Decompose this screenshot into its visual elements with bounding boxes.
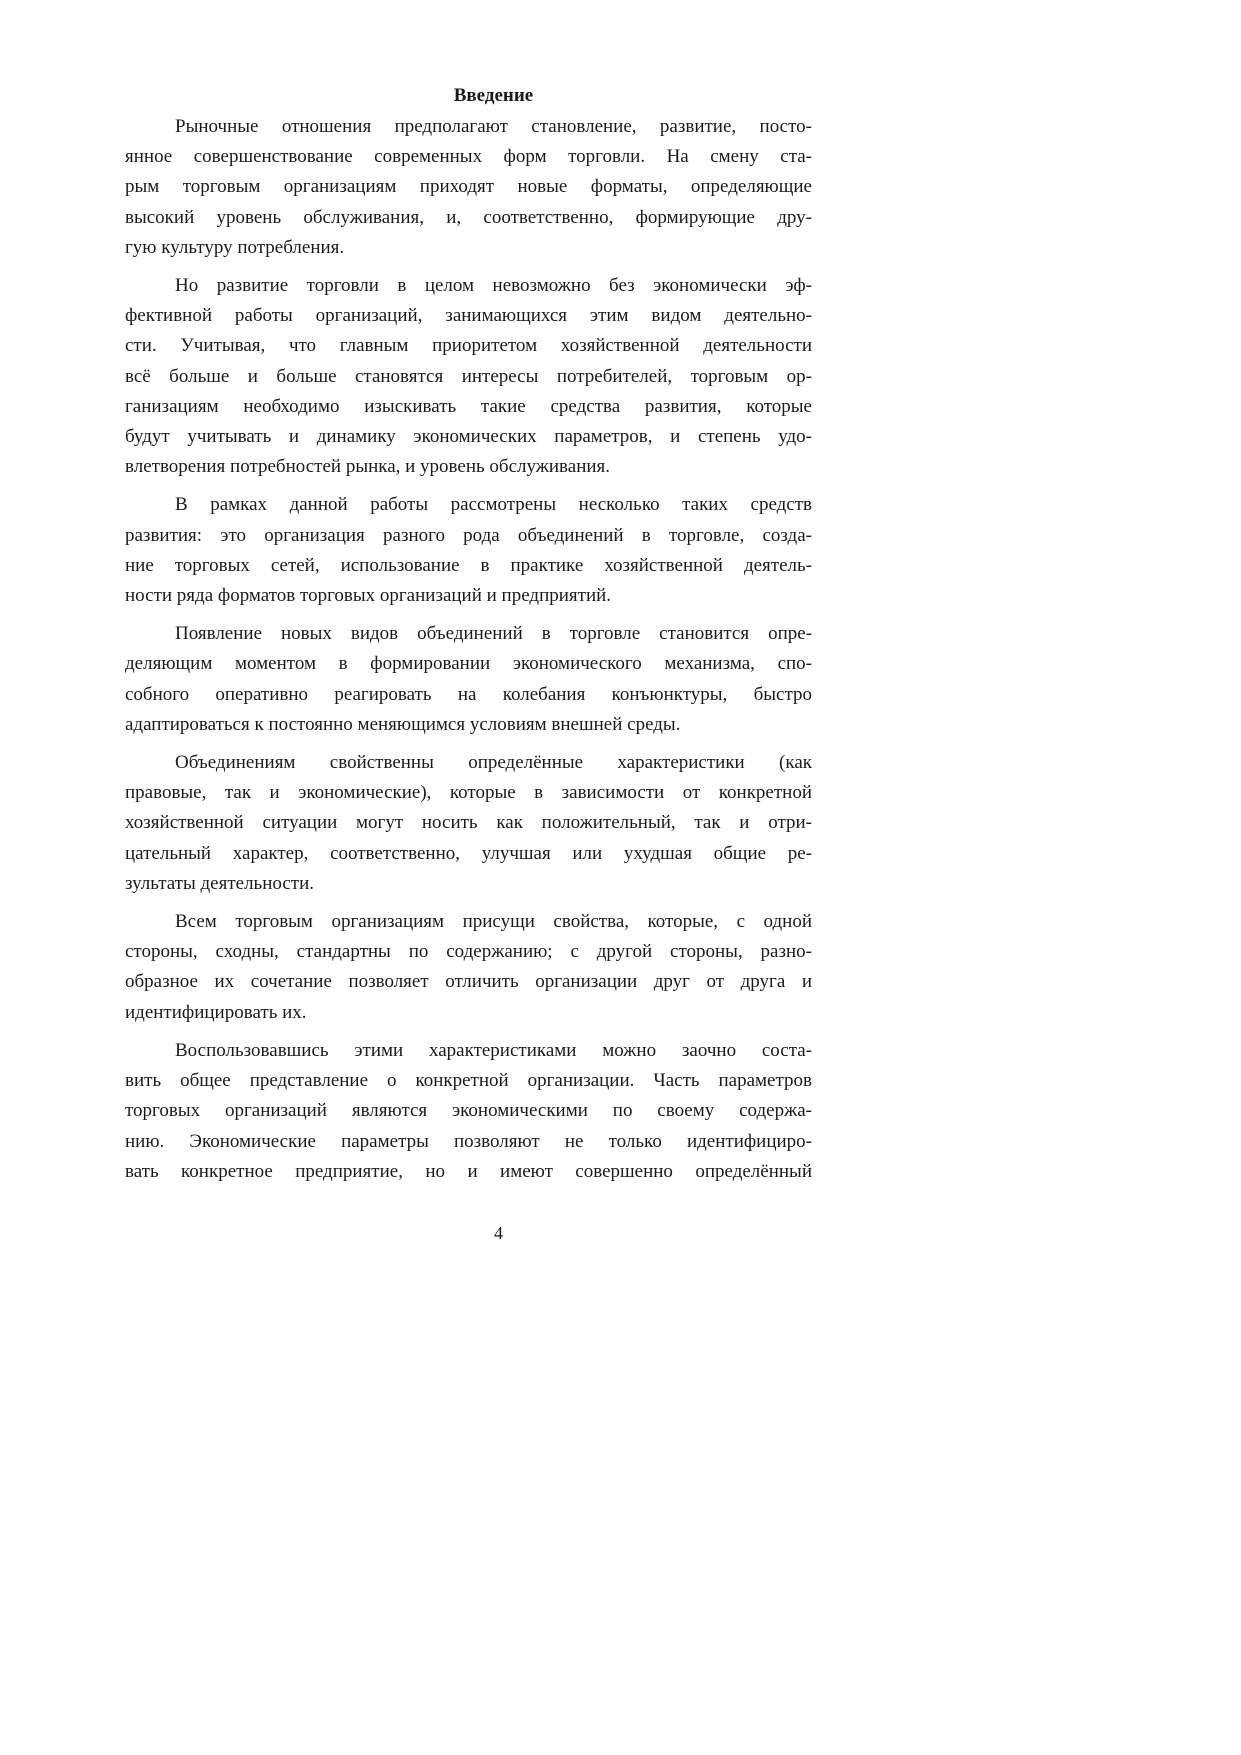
text-line: сти. Учитывая, что главным приоритетом хозяйственной деятельности	[125, 335, 812, 357]
text-line: деляющим моментом в формировании экономического механизма, спо-	[125, 653, 812, 675]
text-line: В рамках данной работы рассмотрены несколько таких средств	[175, 494, 812, 516]
text-line: собного оперативно реагировать на колебания конъюнктуры, быстро	[125, 683, 812, 705]
text-line: влетворения потребностей рынка, и уровень обслуживания.	[125, 456, 611, 478]
paragraph	[125, 619, 812, 740]
text-line: Всем торговым организациям присущи свойства, которые, с одной	[175, 911, 812, 933]
paragraph	[125, 112, 812, 263]
text-line: Но развитие торговли в целом невозможно без экономически эф-	[175, 275, 812, 297]
paragraph	[125, 1036, 812, 1187]
text-line: ние торговых сетей, использование в практике хозяйственной деятель-	[125, 554, 812, 576]
text-line: янное совершенствование современных форм торговли. На смену ста-	[125, 146, 812, 168]
text-line: Появление новых видов объединений в торговле становится опре-	[175, 623, 812, 645]
body-text	[125, 112, 812, 1187]
text-line: адаптироваться к постоянно меняющимся условиям внешней среды.	[125, 713, 681, 735]
paragraph	[125, 271, 812, 482]
page-title: Введение	[453, 85, 534, 106]
text-line: торговых организаций являются экономическими по своему содержа-	[125, 1100, 812, 1122]
text-line: Рыночные отношения предполагают становление, развитие, посто-	[175, 116, 812, 137]
text-line: ности ряда форматов торговых организаций и предприятий.	[125, 585, 612, 607]
text-line: правовые, так и экономические), которые в зависимости от конкретной	[125, 782, 812, 804]
document-page	[125, 82, 812, 1243]
text-line: вать конкретное предприятие, но и имеют совершенно определённый	[125, 1160, 812, 1182]
text-line: будут учитывать и динамику экономических параметров, и степень удо-	[125, 426, 812, 448]
text-line: гую культуру потребления.	[125, 236, 345, 258]
text-line: образное их сочетание позволяет отличить организации друг от друга и	[125, 971, 812, 993]
text-line: ганизациям необходимо изыскивать такие средства развития, которые	[125, 395, 812, 417]
text-line: зультаты деятельности.	[125, 872, 315, 894]
paragraph	[125, 490, 812, 611]
text-line: хозяйственной ситуации могут носить как положительный, так и отри-	[125, 812, 812, 834]
text-line: идентифицировать их.	[125, 1001, 307, 1023]
text-line: развития: это организация разного рода объединений в торговле, созда-	[125, 524, 812, 546]
text-line: рым торговым организациям приходят новые форматы, определяющие	[125, 176, 812, 198]
paragraph	[125, 907, 812, 1028]
text-line: вить общее представление о конкретной организации. Часть параметров	[125, 1070, 812, 1092]
text-line: Воспользовавшись этими характеристиками можно заочно соста-	[175, 1039, 812, 1061]
text-line: стороны, сходны, стандартны по содержанию; с другой стороны, разно-	[125, 941, 812, 963]
text-line: нию. Экономические параметры позволяют не только идентифициро-	[125, 1130, 812, 1152]
paragraph	[125, 748, 812, 899]
text-line: высокий уровень обслуживания, и, соответственно, формирующие дру-	[125, 206, 812, 228]
text-line: всё больше и больше становятся интересы потребителей, торговым ор-	[125, 365, 812, 387]
text-line: Объединениям свойственны определённые характеристики (как	[175, 752, 812, 774]
text-line: фективной работы организаций, занимающихся этим видом деятельно-	[125, 305, 812, 327]
text-line: цательный характер, соответственно, улучшая или ухудшая общие ре-	[125, 842, 812, 864]
page-number: 4	[494, 1223, 503, 1243]
